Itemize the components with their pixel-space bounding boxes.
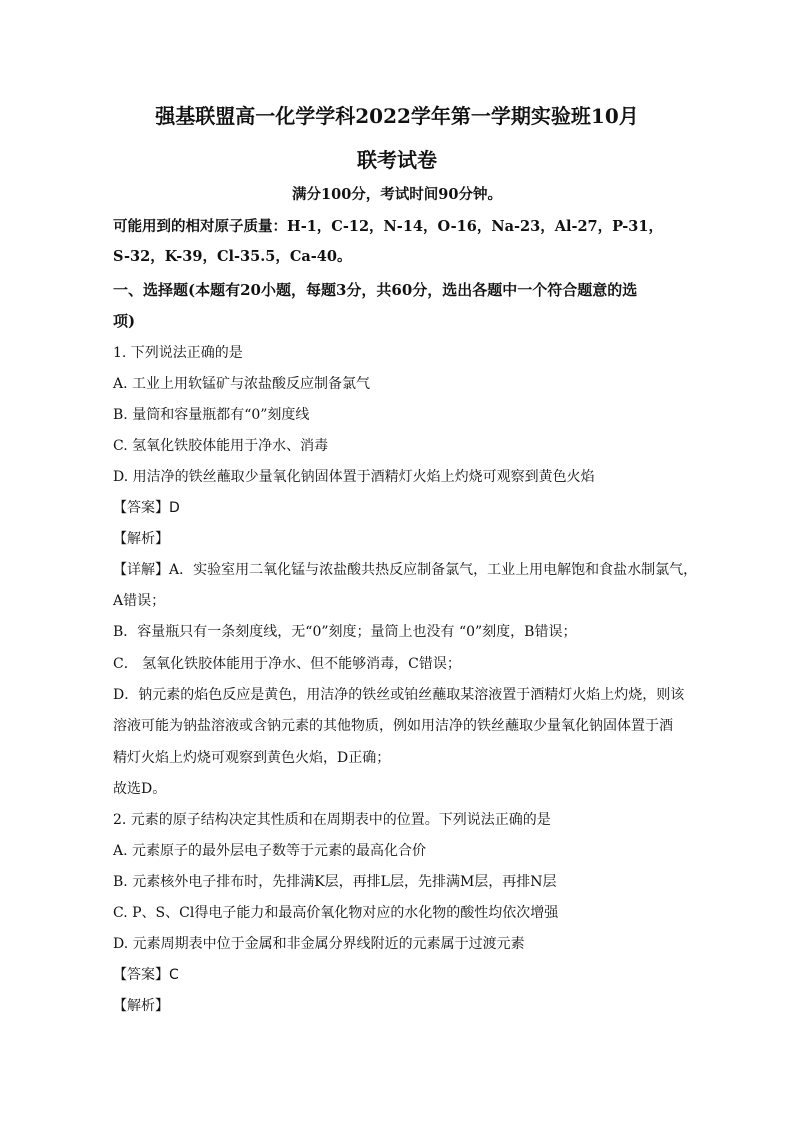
- question-2-option-c: C. P、S、Cl得电子能力和最高价氧化物对应的水化物的酸性均依次增强: [113, 905, 559, 921]
- question-1-analysis-label: 【解析】: [113, 531, 169, 547]
- question-1-detail-5: D．钠元素的焰色反应是黄色，用洁净的铁丝或铂丝蘸取某溶液置于酒精灯火焰上灼烧，则该: [113, 687, 685, 703]
- question-1-detail-2: A错误；: [113, 593, 166, 609]
- atomic-mass-line-2: S-32，K-39，Cl-35.5，Ca-40。: [113, 248, 352, 265]
- question-2-option-b: B. 元素核外电子排布时，先排满K层，再排L层，先排满M层，再排N层: [113, 874, 557, 890]
- question-1-detail-1: 【详解】A．实验室用二氧化锰与浓盐酸共热反应制备氯气，工业上用电解饱和食盐水制氯气，: [113, 562, 698, 578]
- exam-title-line-2: 联考试卷: [357, 148, 437, 172]
- question-1-conclusion: 故选D。: [113, 781, 167, 797]
- section-heading-line-2: 项): [113, 312, 136, 330]
- question-1-answer: 【答案】D: [113, 500, 180, 516]
- question-2-stem: 2. 元素的原子结构决定其性质和在周期表中的位置。下列说法正确的是: [113, 812, 551, 828]
- question-2-option-a: A. 元素原子的最外层电子数等于元素的最高化合价: [113, 843, 427, 859]
- question-1-stem: 1. 下列说法正确的是: [113, 345, 243, 361]
- question-1-detail-7: 精灯火焰上灼烧可观察到黄色火焰，D正确；: [113, 750, 391, 766]
- section-heading-line-1: 一、选择题(本题有20小题，每题3分，共60分，选出各题中一个符合题意的选: [113, 281, 638, 299]
- question-1-option-b: B. 量筒和容量瓶都有“0”刻度线: [113, 407, 310, 423]
- atomic-mass-line-1: 可能用到的相对原子质量：H-1，C-12，N-14，O-16，Na-23，Al-27，P-31，: [113, 218, 663, 235]
- question-1-option-c: C. 氢氧化铁胶体能用于净水、消毒: [113, 438, 329, 454]
- score-info: 满分100分，考试时间90分钟。: [292, 186, 502, 203]
- question-2-option-d: D. 元素周期表中位于金属和非金属分界线附近的元素属于过渡元素: [113, 936, 525, 952]
- question-1-detail-3: B．容量瓶只有一条刻度线，无“0”刻度；量筒上也没有 “0”刻度，B错误；: [113, 624, 577, 640]
- question-2-analysis-label: 【解析】: [113, 998, 169, 1014]
- question-1-detail-4: C． 氢氧化铁胶体能用于净水、但不能够消毒，C错误；: [113, 656, 461, 672]
- question-2-answer: 【答案】C: [113, 967, 179, 983]
- question-1-detail-6: 溶液可能为钠盐溶液或含钠元素的其他物质，例如用洁净的铁丝蘸取少量氧化钠固体置于酒: [113, 718, 673, 734]
- exam-title-line-1: 强基联盟高一化学学科2022学年第一学期实验班10月: [155, 104, 639, 128]
- question-1-option-a: A. 工业上用软锰矿与浓盐酸反应制备氯气: [113, 376, 371, 392]
- question-1-option-d: D. 用洁净的铁丝蘸取少量氧化钠固体置于酒精灯火焰上灼烧可观察到黄色火焰: [113, 469, 595, 485]
